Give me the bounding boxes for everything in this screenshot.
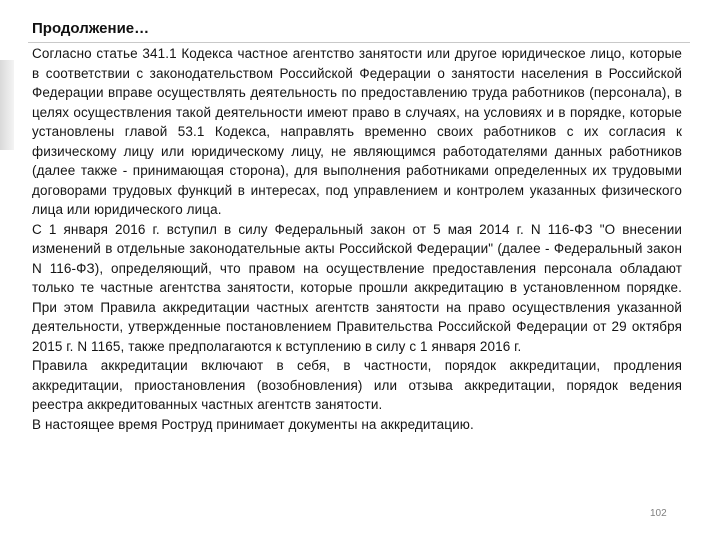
paragraph-accreditation-rules: Правила аккредитации включают в себя, в частности, порядок аккредитации, продления аккредитации, приостановления (возобновления) или отзыва аккредитации, порядок ведения реестра аккредитованных частных агентств занятости.	[32, 358, 682, 412]
paragraph-article-341: Согласно статье 341.1 Кодекса частное агентство занятости или другое юридическое лицо, которые в соответствии с законодательством Российской Федерации о занятости населения в Российской Федерации вправе осуществлять деятельность по предоставлению труда работников (персонала), в целях осуществления такой деятельности имеют право в случаях, на условиях и в порядке, которые установлены главой 53.1 Кодекса, направлять временно своих работников с их согласия к физическому лицу или юридическому лицу, не являющимся работодателями данных работников (далее также - принимающая сторона), для выполнения работниками определенных их трудовыми договорами трудовых функций в интересах, под управлением и контролем указанных физического лица или юридического лица.	[32, 46, 682, 217]
slide-title: Продолжение…	[32, 20, 150, 37]
title-divider	[28, 42, 690, 43]
page-number: 102	[650, 508, 667, 519]
paragraph-rostrud: В настоящее время Роструд принимает документы на аккредитацию.	[32, 416, 474, 432]
decorative-side-bar	[0, 60, 14, 150]
slide-body	[32, 44, 682, 434]
paragraph-federal-law: С 1 января 2016 г. вступил в силу Федеральный закон от 5 мая 2014 г. N 116-ФЗ "О внесении изменений в отдельные законодательные акты Российской Федерации" (далее - Федеральный закон N 116-ФЗ), определяющий, что правом на осуществление предоставления персонала обладают только те частные агентства занятости, которые прошли аккредитацию в установленном порядке. При этом Правила аккредитации частных агентств занятости на право осуществления указанной деятельности, утвержденные постановлением Правительства Российской Федерации от 29 октября 2015 г. N 1165, также предполагаются к вступлению в силу с 1 января 2016 г.	[32, 221, 682, 354]
